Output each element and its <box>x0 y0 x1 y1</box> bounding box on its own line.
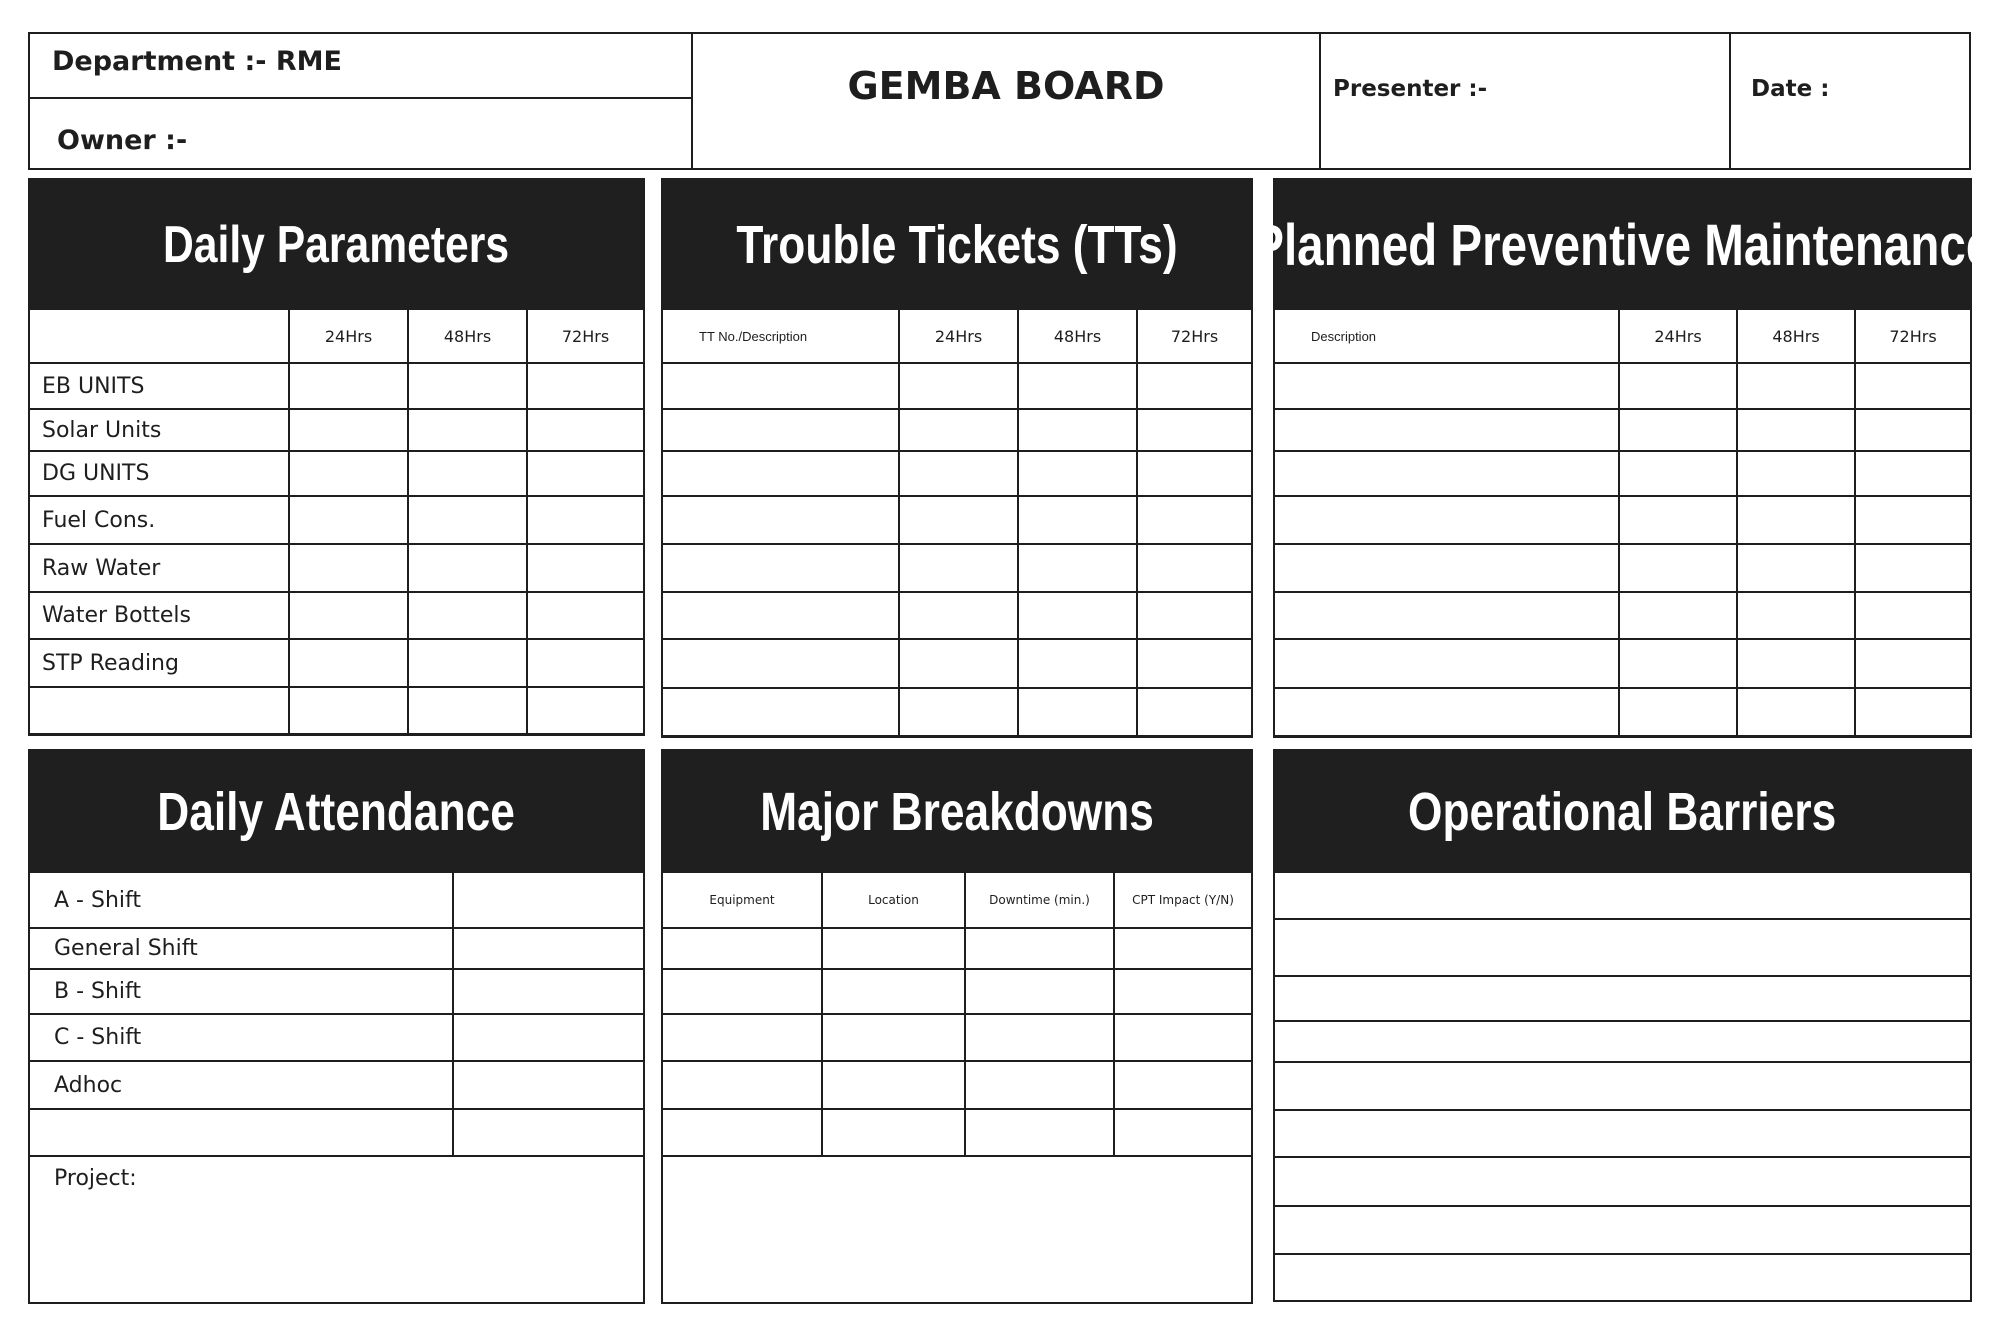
col-header-48hrs: 48Hrs <box>1018 310 1137 363</box>
barrier-line <box>1275 918 1970 920</box>
table-cell[interactable] <box>1737 496 1855 544</box>
table-cell[interactable] <box>1855 363 1970 409</box>
row-label-c-shift: C - Shift <box>30 1014 453 1061</box>
table-cell[interactable] <box>1737 639 1855 688</box>
table-cell[interactable] <box>899 544 1018 592</box>
table-cell[interactable] <box>1619 496 1737 544</box>
col-header-48hrs: 48Hrs <box>408 310 527 363</box>
table-row <box>663 639 1251 688</box>
title-cell <box>693 34 1321 168</box>
table-cell[interactable] <box>663 639 899 688</box>
table-cell[interactable] <box>408 451 527 496</box>
table-cell[interactable] <box>1619 688 1737 736</box>
table-cell[interactable] <box>1137 544 1251 592</box>
daily-parameters-table <box>30 310 643 735</box>
table-row <box>663 928 1251 969</box>
table-cell[interactable] <box>965 1061 1114 1109</box>
table-cell[interactable] <box>1619 363 1737 409</box>
table-cell[interactable] <box>1737 451 1855 496</box>
row-label-water-bottels: Water Bottels <box>30 592 289 639</box>
col-header-description: Description <box>1275 310 1619 363</box>
daily-parameters-panel <box>28 178 645 736</box>
table-cell[interactable] <box>527 409 643 451</box>
table-cell[interactable] <box>1114 928 1251 969</box>
table-row <box>663 496 1251 544</box>
table-cell[interactable] <box>1018 451 1137 496</box>
table-cell[interactable] <box>663 1061 822 1109</box>
table-cell[interactable] <box>1275 496 1619 544</box>
table-cell[interactable] <box>527 363 643 409</box>
table-cell[interactable] <box>965 969 1114 1014</box>
owner-label: Owner :- <box>57 125 188 156</box>
row-label-b-shift: B - Shift <box>30 969 453 1014</box>
row-label-eb-units: EB UNITS <box>30 363 289 409</box>
col-header-downtime: Downtime (min.) <box>965 873 1114 928</box>
table-cell[interactable] <box>1275 688 1619 736</box>
table-cell[interactable] <box>1018 496 1137 544</box>
table-cell[interactable] <box>289 687 408 734</box>
table-cell[interactable] <box>408 363 527 409</box>
table-cell[interactable] <box>899 363 1018 409</box>
table-row <box>663 451 1251 496</box>
col-header-72hrs: 72Hrs <box>527 310 643 363</box>
table-cell[interactable] <box>1018 363 1137 409</box>
table-row <box>1275 496 1970 544</box>
table-row <box>663 1061 1251 1109</box>
daily-attendance-panel <box>28 749 645 1304</box>
trouble-tickets-panel <box>661 178 1253 738</box>
table-row <box>663 592 1251 639</box>
table-cell[interactable] <box>1018 544 1137 592</box>
table-cell[interactable] <box>527 496 643 544</box>
table-row <box>1275 451 1970 496</box>
table-cell[interactable] <box>453 1061 643 1109</box>
table-cell[interactable] <box>1114 969 1251 1014</box>
table-row <box>663 544 1251 592</box>
table-row <box>663 409 1251 451</box>
daily-parameters-title: Daily Parameters <box>30 180 643 310</box>
col-header <box>30 310 289 363</box>
table-cell[interactable] <box>1619 544 1737 592</box>
table-cell[interactable] <box>527 639 643 687</box>
row-label-general-shift: General Shift <box>30 928 453 969</box>
table-cell[interactable] <box>408 687 527 734</box>
table-cell[interactable] <box>453 969 643 1014</box>
table-cell[interactable] <box>289 592 408 639</box>
table-cell[interactable] <box>899 496 1018 544</box>
table-cell[interactable] <box>1275 363 1619 409</box>
table-cell[interactable] <box>1114 1109 1251 1156</box>
table-row <box>663 969 1251 1014</box>
col-header-24hrs: 24Hrs <box>899 310 1018 363</box>
table-cell[interactable] <box>822 928 965 969</box>
barrier-line <box>1275 1205 1970 1207</box>
barrier-line <box>1275 1061 1970 1063</box>
table-cell[interactable] <box>1855 544 1970 592</box>
table-cell[interactable] <box>899 592 1018 639</box>
col-header-48hrs: 48Hrs <box>1737 310 1855 363</box>
board-header <box>28 32 1971 170</box>
table-cell[interactable] <box>1855 409 1970 451</box>
col-header-equipment: Equipment <box>663 873 822 928</box>
daily-attendance-title: Daily Attendance <box>30 751 643 873</box>
table-cell[interactable] <box>408 544 527 592</box>
table-row <box>1275 544 1970 592</box>
table-cell[interactable] <box>1137 688 1251 736</box>
col-header-location: Location <box>822 873 965 928</box>
table-cell[interactable] <box>663 451 899 496</box>
table-cell[interactable] <box>899 639 1018 688</box>
table-cell[interactable] <box>663 409 899 451</box>
project-label: Project: <box>54 1166 137 1191</box>
table-cell[interactable] <box>663 363 899 409</box>
table-cell[interactable] <box>1018 639 1137 688</box>
table-cell[interactable] <box>1619 639 1737 688</box>
table-cell[interactable] <box>1114 1014 1251 1061</box>
table-cell[interactable] <box>408 639 527 687</box>
department-label: Department :- RME <box>52 46 342 77</box>
operational-barriers-panel <box>1273 749 1972 1302</box>
trouble-tickets-table <box>663 310 1251 737</box>
major-breakdowns-panel <box>661 749 1253 1304</box>
date-label: Date : <box>1751 76 1830 102</box>
ppm-panel <box>1252 178 1993 738</box>
major-breakdowns-table <box>663 873 1251 1157</box>
table-row <box>663 1109 1251 1156</box>
table-cell[interactable] <box>899 688 1018 736</box>
table-cell[interactable] <box>1275 592 1619 639</box>
table-row <box>663 363 1251 409</box>
barrier-line <box>1275 1109 1970 1111</box>
table-cell[interactable] <box>1275 639 1619 688</box>
table-cell[interactable] <box>1137 496 1251 544</box>
department-divider <box>30 97 691 99</box>
date-cell <box>1731 34 1969 168</box>
table-row <box>1275 688 1970 736</box>
barrier-line <box>1275 1156 1970 1158</box>
table-cell[interactable] <box>1275 409 1619 451</box>
table-cell[interactable] <box>965 1014 1114 1061</box>
table-cell[interactable] <box>1619 451 1737 496</box>
table-row <box>1275 592 1970 639</box>
row-label-fuel-cons: Fuel Cons. <box>30 496 289 544</box>
table-row <box>663 688 1251 736</box>
col-header-24hrs: 24Hrs <box>289 310 408 363</box>
table-cell[interactable] <box>1619 592 1737 639</box>
table-cell[interactable] <box>1855 688 1970 736</box>
table-row <box>1275 363 1970 409</box>
row-label-raw-water: Raw Water <box>30 544 289 592</box>
table-cell[interactable] <box>965 1109 1114 1156</box>
table-cell[interactable] <box>1018 592 1137 639</box>
table-cell[interactable] <box>663 688 899 736</box>
trouble-tickets-title: Trouble Tickets (TTs) <box>663 180 1251 310</box>
table-cell[interactable] <box>663 1014 822 1061</box>
table-cell[interactable] <box>1855 496 1970 544</box>
presenter-cell <box>1321 34 1731 168</box>
table-cell[interactable] <box>1137 639 1251 688</box>
table-cell[interactable] <box>289 451 408 496</box>
table-cell[interactable] <box>1018 409 1137 451</box>
major-breakdowns-title: Major Breakdowns <box>663 751 1251 873</box>
table-cell[interactable] <box>1855 451 1970 496</box>
table-row <box>663 1014 1251 1061</box>
table-cell[interactable] <box>1737 544 1855 592</box>
table-cell[interactable] <box>527 687 643 734</box>
ppm-title: Planned Preventive Maintenance <box>1275 180 1970 310</box>
table-cell[interactable] <box>1737 409 1855 451</box>
table-cell[interactable] <box>527 544 643 592</box>
table-row <box>1275 409 1970 451</box>
barrier-line <box>1275 975 1970 977</box>
board-title: GEMBA BOARD <box>847 64 1165 108</box>
col-header-72hrs: 72Hrs <box>1137 310 1251 363</box>
table-cell[interactable] <box>1737 688 1855 736</box>
table-cell[interactable] <box>663 1109 822 1156</box>
operational-barriers-title: Operational Barriers <box>1275 751 1970 873</box>
table-cell[interactable] <box>822 1014 965 1061</box>
table-cell[interactable] <box>965 928 1114 969</box>
table-cell[interactable] <box>1137 363 1251 409</box>
table-cell[interactable] <box>1855 639 1970 688</box>
table-cell[interactable] <box>822 1061 965 1109</box>
table-cell[interactable] <box>1137 409 1251 451</box>
row-label-adhoc: Adhoc <box>30 1061 453 1109</box>
table-cell[interactable] <box>822 1109 965 1156</box>
col-header-24hrs: 24Hrs <box>1619 310 1737 363</box>
table-cell[interactable] <box>1137 592 1251 639</box>
col-header-72hrs: 72Hrs <box>1855 310 1970 363</box>
table-cell[interactable] <box>527 451 643 496</box>
table-cell[interactable] <box>663 544 899 592</box>
department-owner-cell <box>30 34 693 168</box>
table-cell[interactable] <box>899 409 1018 451</box>
row-label-stp-reading: STP Reading <box>30 639 289 687</box>
table-cell[interactable] <box>663 496 899 544</box>
table-cell[interactable] <box>453 1109 643 1156</box>
barrier-line <box>1275 1253 1970 1255</box>
table-cell[interactable] <box>663 928 822 969</box>
table-cell[interactable] <box>408 496 527 544</box>
table-cell[interactable] <box>663 969 822 1014</box>
table-cell[interactable] <box>453 873 643 928</box>
table-cell[interactable] <box>1275 451 1619 496</box>
table-cell[interactable] <box>663 592 899 639</box>
ppm-table <box>1275 310 1970 737</box>
barrier-line <box>1275 1020 1970 1022</box>
table-cell[interactable] <box>822 969 965 1014</box>
table-cell[interactable] <box>408 592 527 639</box>
table-cell[interactable] <box>289 544 408 592</box>
row-label-dg-units: DG UNITS <box>30 451 289 496</box>
table-cell[interactable] <box>408 409 527 451</box>
table-cell[interactable] <box>1137 451 1251 496</box>
presenter-label: Presenter :- <box>1333 76 1488 102</box>
col-header-cpt-impact: CPT Impact (Y/N) <box>1114 873 1251 928</box>
table-cell[interactable] <box>527 592 643 639</box>
table-cell[interactable] <box>1737 592 1855 639</box>
table-cell[interactable] <box>453 1014 643 1061</box>
table-cell[interactable] <box>899 451 1018 496</box>
table-cell[interactable] <box>1855 592 1970 639</box>
col-header-tt-description: TT No./Description <box>663 310 899 363</box>
row-label-solar-units: Solar Units <box>30 409 289 451</box>
row-label-blank <box>30 687 289 734</box>
table-cell[interactable] <box>289 363 408 409</box>
daily-attendance-table <box>30 873 643 1157</box>
table-row <box>1275 639 1970 688</box>
table-cell[interactable] <box>1619 409 1737 451</box>
table-cell[interactable] <box>289 639 408 687</box>
table-cell[interactable] <box>1275 544 1619 592</box>
table-cell[interactable] <box>1018 688 1137 736</box>
table-cell[interactable] <box>1114 1061 1251 1109</box>
table-cell[interactable] <box>289 409 408 451</box>
table-cell[interactable] <box>289 496 408 544</box>
table-cell[interactable] <box>1737 363 1855 409</box>
table-cell[interactable] <box>453 928 643 969</box>
row-label-blank <box>30 1109 453 1156</box>
row-label-a-shift: A - Shift <box>30 873 453 928</box>
